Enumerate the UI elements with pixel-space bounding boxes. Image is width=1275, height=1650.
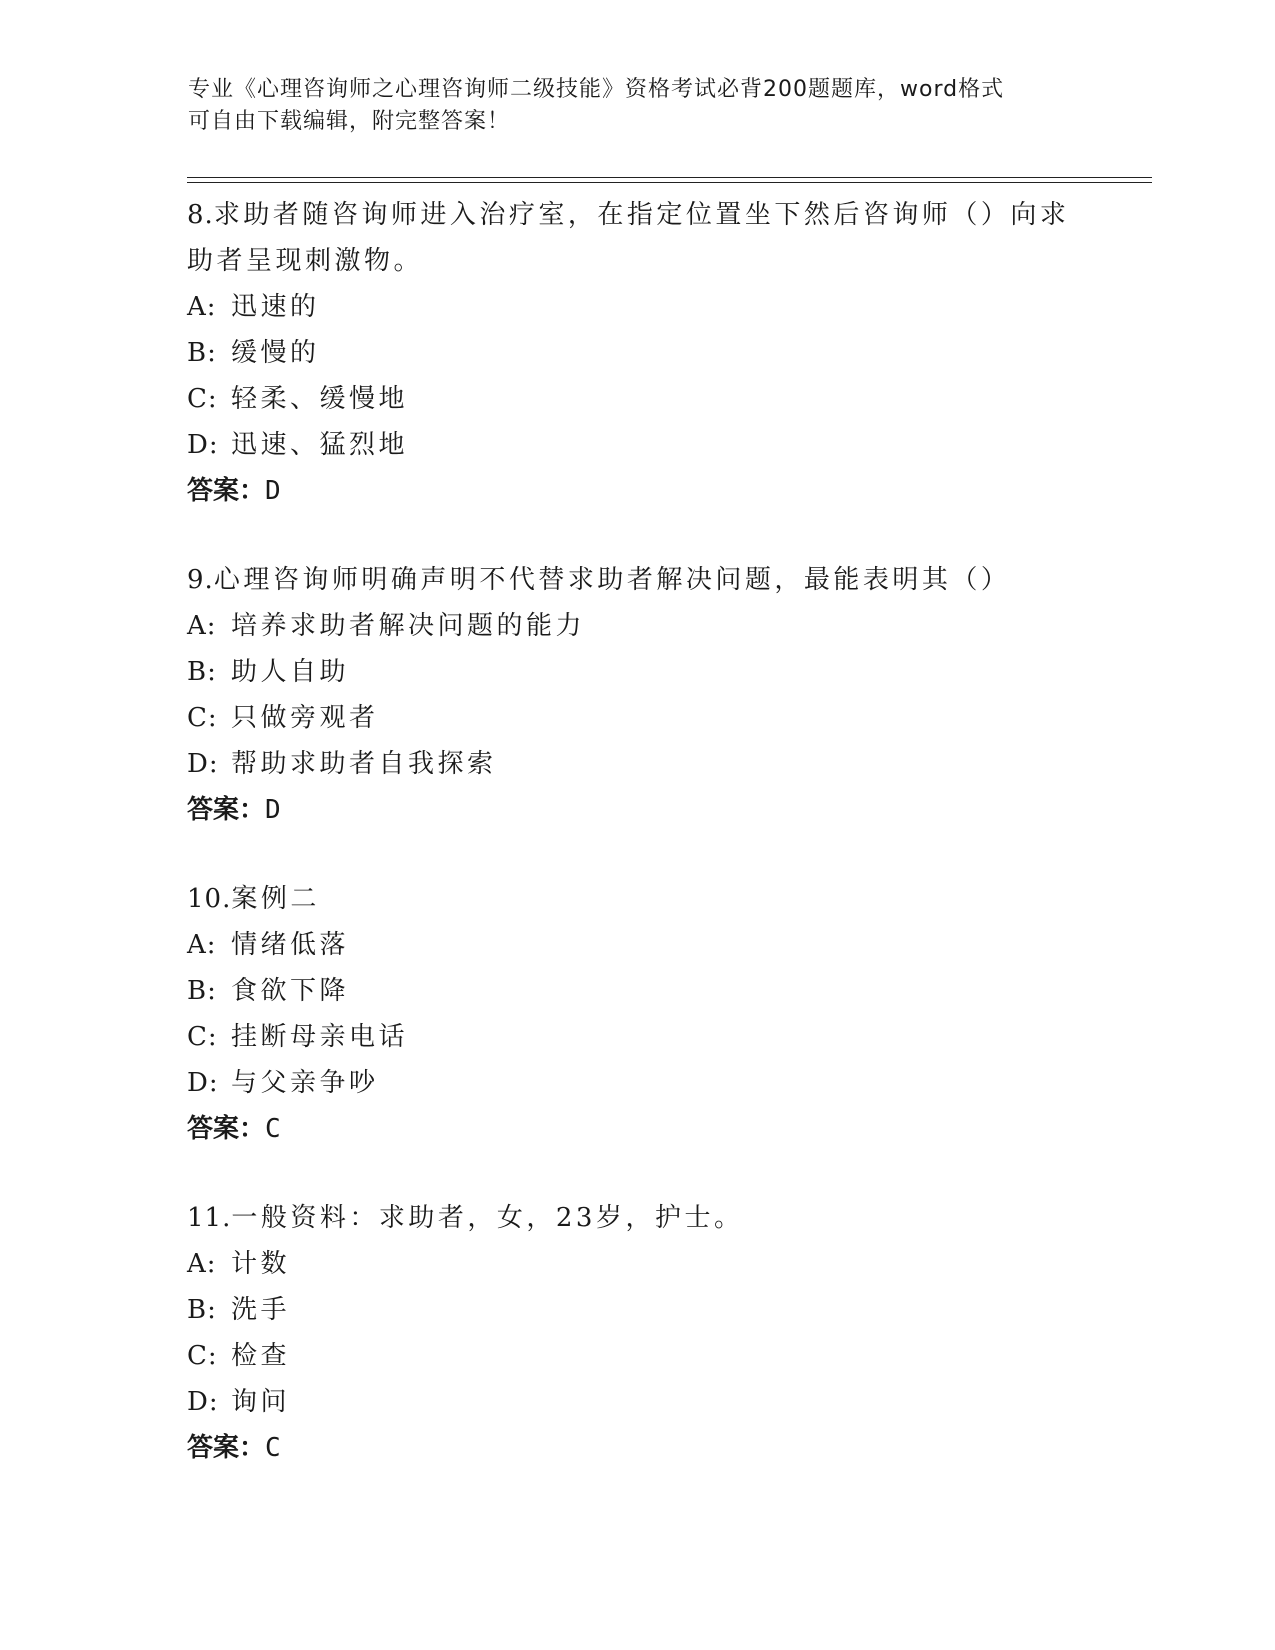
option-text: 缓慢的	[231, 338, 320, 368]
option-d	[187, 1379, 1087, 1425]
answer-line	[187, 468, 1087, 514]
option-b	[187, 649, 1087, 695]
option-text: 与父亲争吵	[231, 1068, 379, 1098]
option-b	[187, 968, 1087, 1014]
answer-label: 答案：	[187, 795, 266, 825]
option-text: 挂断母亲电话	[231, 1022, 409, 1052]
option-c	[187, 1014, 1087, 1060]
option-a	[187, 1241, 1087, 1287]
option-letter: A:	[187, 1249, 217, 1279]
option-text: 计数	[231, 1249, 291, 1279]
option-c	[187, 695, 1087, 741]
option-text: 只做旁观者	[231, 703, 379, 733]
option-a	[187, 603, 1087, 649]
option-c	[187, 1333, 1087, 1379]
option-letter: C:	[187, 384, 218, 414]
option-text: 助人自助	[231, 657, 350, 687]
option-letter: C:	[187, 703, 218, 733]
question-item	[187, 192, 1087, 514]
answer-line	[187, 1106, 1087, 1152]
question-number: 9.	[187, 565, 214, 595]
question-stem-line-1: 求助者随咨询师进入治疗室，在指定位置坐下然后咨询师（）向求	[213, 200, 1070, 230]
option-letter: B:	[187, 338, 217, 368]
answer-line	[187, 1425, 1087, 1471]
header-divider-bottom	[187, 182, 1152, 183]
question-stem-line-1: 心理咨询师明确声明不代替求助者解决问题，最能表明其（）	[213, 565, 1011, 595]
answer-value: D	[265, 476, 281, 506]
option-d	[187, 422, 1087, 468]
question-item	[187, 1195, 1087, 1471]
option-d	[187, 741, 1087, 787]
answer-value: D	[265, 795, 281, 825]
option-letter: A:	[187, 611, 217, 641]
question-item	[187, 876, 1087, 1152]
option-letter: A:	[187, 292, 217, 322]
question-stem	[187, 192, 1087, 238]
option-text: 洗手	[231, 1295, 291, 1325]
question-stem-line-1: 案例二	[231, 884, 320, 914]
question-stem	[187, 1195, 1087, 1241]
option-b	[187, 1287, 1087, 1333]
option-letter: D:	[187, 1068, 219, 1098]
option-a	[187, 284, 1087, 330]
answer-label: 答案：	[187, 1114, 266, 1144]
option-letter: B:	[187, 1295, 217, 1325]
question-number: 11.	[187, 1203, 232, 1233]
option-letter: D:	[187, 749, 219, 779]
option-text: 检查	[231, 1341, 291, 1371]
option-c	[187, 376, 1087, 422]
option-letter: D:	[187, 1387, 219, 1417]
option-text: 询问	[231, 1387, 291, 1417]
option-letter: C:	[187, 1022, 218, 1052]
option-letter: B:	[187, 976, 217, 1006]
option-text: 食欲下降	[231, 976, 350, 1006]
question-stem-line-1: 一般资料：求助者，女，23岁，护士。	[231, 1203, 744, 1233]
question-number: 8.	[187, 200, 214, 230]
header-divider-top	[187, 177, 1152, 178]
answer-label: 答案：	[187, 476, 266, 506]
option-b	[187, 330, 1087, 376]
answer-line	[187, 787, 1087, 833]
answer-value: C	[265, 1114, 281, 1144]
question-stem	[187, 557, 1087, 603]
question-stem	[187, 876, 1087, 922]
option-text: 帮助求助者自我探索	[231, 749, 497, 779]
question-list	[187, 192, 1087, 1514]
header-line-2: 可自由下载编辑，附完整答案！	[188, 109, 511, 134]
question-item	[187, 557, 1087, 833]
question-stem-line-2: 助者呈现刺激物。	[187, 246, 424, 276]
option-text: 迅速的	[231, 292, 320, 322]
option-text: 轻柔、缓慢地	[231, 384, 409, 414]
option-text: 培养求助者解决问题的能力	[231, 611, 586, 641]
header-line-1: 专业《心理咨询师之心理咨询师二级技能》资格考试必背200题题库，word格式	[188, 77, 1005, 102]
option-text: 情绪低落	[231, 930, 350, 960]
option-text: 迅速、猛烈地	[231, 430, 409, 460]
option-letter: C:	[187, 1341, 218, 1371]
document-header	[188, 74, 1088, 138]
question-number: 10.	[187, 884, 232, 914]
option-letter: A:	[187, 930, 217, 960]
answer-label: 答案：	[187, 1433, 266, 1463]
answer-value: C	[265, 1433, 281, 1463]
option-d	[187, 1060, 1087, 1106]
option-letter: B:	[187, 657, 217, 687]
option-letter: D:	[187, 430, 219, 460]
option-a	[187, 922, 1087, 968]
